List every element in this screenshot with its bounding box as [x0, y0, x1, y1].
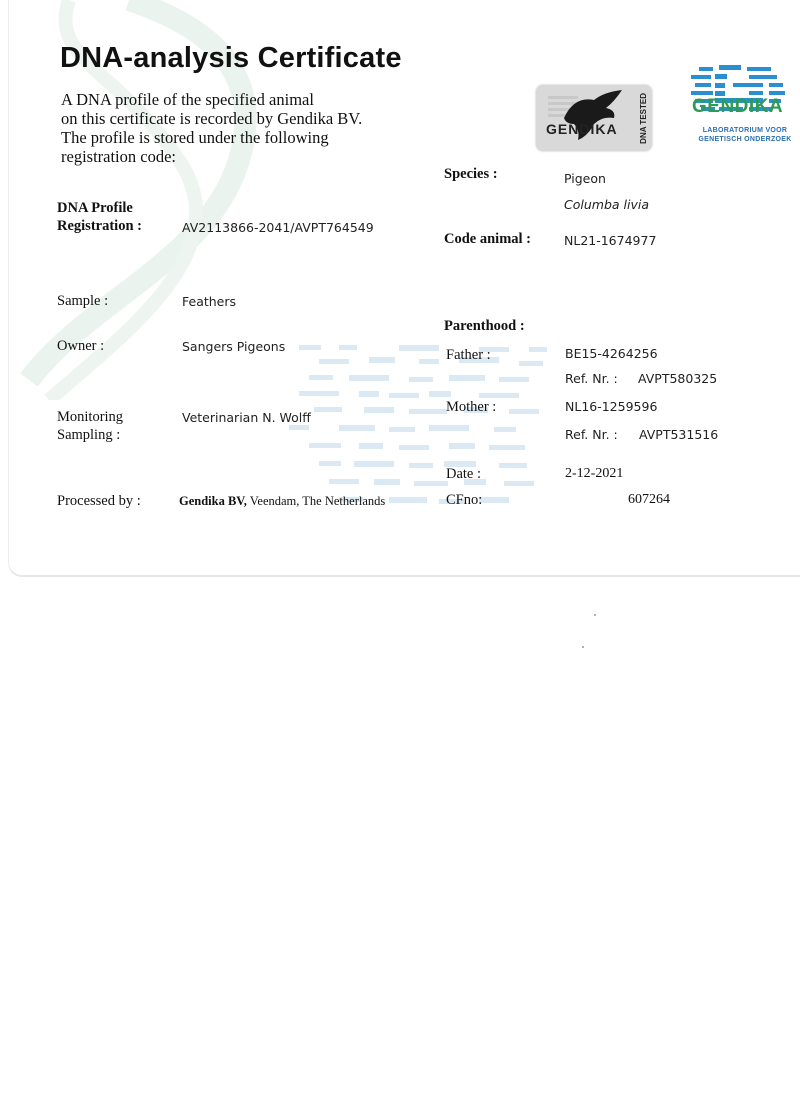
species-common: Pigeon: [564, 171, 606, 186]
owner-value: Sangers Pigeons: [182, 339, 286, 354]
badge-stamp: DNA TESTED: [639, 93, 648, 144]
certificate-title: DNA-analysis Certificate: [60, 42, 402, 74]
logo-subtitle-line: LABORATORIUM VOOR: [702, 127, 788, 134]
processed-value: [179, 494, 385, 509]
father-ref-value: AVPT580325: [638, 371, 718, 386]
logo-subtitle: [693, 126, 797, 144]
father-ref-label: Ref. Nr. :: [565, 371, 618, 386]
intro-line: on this certificate is recorded by Gendika BV.: [61, 109, 363, 128]
monitoring-label-line2: Sampling :: [57, 427, 121, 443]
mother-label: Mother :: [446, 399, 497, 415]
parenthood-label: Parenthood :: [444, 318, 525, 334]
code-animal-value: NL21-1674977: [564, 233, 657, 248]
owner-label: Owner :: [57, 338, 105, 354]
monitoring-value: Veterinarian N. Wolff: [182, 410, 311, 425]
scan-speck: [594, 614, 596, 616]
mother-value: NL16-1259596: [565, 399, 658, 414]
registration-label-line2: Registration :: [57, 218, 142, 234]
logo-name: GENDIKA: [692, 96, 784, 117]
certificate-card: [8, 0, 800, 577]
code-animal-label: Code animal :: [444, 231, 531, 247]
intro-line: The profile is stored under the following: [61, 128, 329, 147]
cfno-label: CFno:: [446, 492, 483, 508]
date-label: Date :: [446, 466, 482, 482]
intro-line: registration code:: [61, 147, 177, 166]
cfno-value: 607264: [628, 492, 670, 507]
dna-tested-badge: [536, 85, 652, 151]
father-value: BE15-4264256: [565, 346, 658, 361]
badge-brand: GENDIKA: [546, 121, 618, 137]
registration-value: AV2113866-2041/AVPT764549: [182, 220, 374, 235]
sample-value: Feathers: [182, 294, 237, 309]
logo-subtitle-line: GENETISCH ONDERZOEK: [698, 136, 792, 143]
sample-label: Sample :: [57, 293, 109, 309]
species-label: Species :: [444, 166, 498, 182]
processed-location: Veendam, The Netherlands: [249, 494, 386, 508]
intro-line: A DNA profile of the specified animal: [61, 90, 314, 109]
date-value: 2-12-2021: [565, 466, 624, 481]
processed-label: Processed by :: [57, 493, 141, 509]
mother-ref-value: AVPT531516: [639, 427, 719, 442]
registration-label-line1: DNA Profile: [57, 200, 133, 216]
father-label: Father :: [446, 347, 491, 363]
intro-paragraph: [61, 90, 391, 166]
monitoring-label-line1: Monitoring: [57, 409, 124, 425]
scan-speck: [582, 646, 584, 648]
species-latin: Columba livia: [564, 197, 649, 212]
processed-company: Gendika BV,: [179, 494, 247, 508]
mother-ref-label: Ref. Nr. :: [565, 427, 618, 442]
pigeon-silhouette-icon: [544, 88, 634, 148]
